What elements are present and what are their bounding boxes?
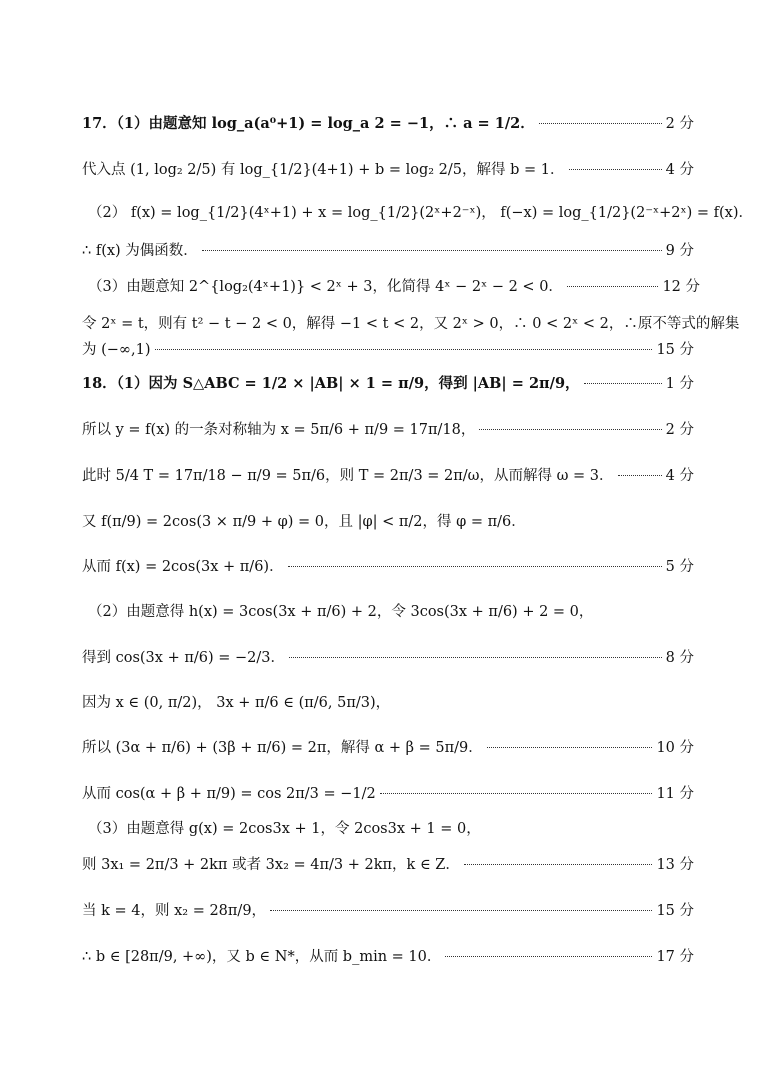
line-text: 为 (−∞,1) [82, 342, 151, 358]
solution-line [82, 314, 740, 334]
dot-leader [289, 657, 662, 658]
score-label: 9 分 [665, 243, 694, 259]
line-text: 则 3x₁ = 2π/3 + 2kπ 或者 3x₂ = 4π/3 + 2kπ，k ∈ Z． [82, 857, 460, 873]
score-label: 15 分 [656, 342, 694, 358]
line-text: 又 f(π/9) = 2cos(3 × π/9 + φ) = 0，且 |φ| < π/2，得 φ = π/6． [82, 514, 526, 530]
solution-line [88, 277, 700, 297]
solution-line [82, 738, 694, 758]
line-text: ∴ b ∈ [28π/9, +∞)，又 b ∈ N*，从而 b_min = 10． [82, 949, 442, 965]
line-text: 当 k = 4，则 x₂ = 28π/9， [82, 903, 267, 919]
line-text: 从而 cos(α + β + π/9) = cos 2π/3 = −1/2 [82, 786, 376, 802]
line-text: 17．（1）由题意知 log_a(a⁰+1) = log_a 2 = −1，∴ a = 1/2． [82, 115, 535, 132]
score-label: 17 分 [656, 949, 694, 965]
solution-line [82, 420, 694, 440]
dot-leader [288, 566, 662, 567]
solution-line [82, 374, 694, 394]
solution-line [82, 466, 694, 486]
solution-line [82, 855, 694, 875]
solution-line [82, 784, 694, 804]
score-label: 2 分 [665, 116, 694, 132]
score-label: 13 分 [656, 857, 694, 873]
solution-line [88, 203, 754, 223]
score-label: 11 分 [656, 786, 694, 802]
line-text: ∴ f(x) 为偶函数． [82, 243, 198, 259]
score-label: 15 分 [656, 903, 694, 919]
line-text: （2）由题意得 h(x) = 3cos(3x + π/6) + 2，令 3cos(3x + π/6) + 2 = 0， [88, 604, 594, 620]
solution-line [82, 901, 694, 921]
dot-leader [569, 169, 662, 170]
score-label: 10 分 [656, 740, 694, 756]
line-text: 因为 x ∈ (0, π/2)， 3x + π/6 ∈ (π/6, 5π/3)， [82, 695, 391, 711]
score-label: 8 分 [665, 650, 694, 666]
dot-leader [464, 864, 653, 865]
line-text: 所以 (3α + π/6) + (3β + π/6) = 2π，解得 α + β = 5π/9． [82, 740, 483, 756]
line-text: 得到 cos(3x + π/6) = −2/3． [82, 650, 285, 666]
line-text: 18．（1）因为 S△ABC = 1/2 × |AB| × 1 = π/9，得到 |AB| = 2π/9， [82, 375, 580, 392]
solution-line [82, 340, 694, 360]
dot-leader [567, 286, 659, 287]
line-text: 从而 f(x) = 2cos(3x + π/6)． [82, 559, 284, 575]
score-label: 12 分 [662, 279, 700, 295]
line-text: 所以 y = f(x) 的一条对称轴为 x = 5π/6 + π/9 = 17π/18， [82, 422, 476, 438]
dot-leader [445, 956, 652, 957]
solution-line [82, 241, 694, 261]
dot-leader [380, 793, 653, 794]
score-label: 4 分 [665, 468, 694, 484]
solution-line [88, 602, 700, 622]
dot-leader [618, 475, 662, 476]
dot-leader [584, 383, 662, 384]
solution-line [82, 648, 694, 668]
solution-line [82, 693, 694, 713]
solution-line [82, 512, 694, 532]
solution-line [82, 557, 694, 577]
line-text: 令 2ˣ = t，则有 t² − t − 2 < 0，解得 −1 < t < 2，又 2ˣ > 0，∴ 0 < 2ˣ < 2，∴原不等式的解集 [82, 316, 740, 332]
dot-leader [202, 250, 662, 251]
dot-leader [155, 349, 653, 350]
score-label: 4 分 [665, 162, 694, 178]
dot-leader [539, 123, 662, 124]
dot-leader [479, 429, 661, 430]
solution-line [82, 947, 694, 967]
score-label: 5 分 [665, 559, 694, 575]
line-text: 代入点 (1, log₂ 2/5) 有 log_{1/2}(4+1) + b = log₂ 2/5，解得 b = 1． [82, 162, 565, 178]
line-text: （3）由题意知 2^{log₂(4ˣ+1)} < 2ˣ + 3，化简得 4ˣ − 2ˣ − 2 < 0． [88, 279, 563, 295]
solution-line [82, 114, 694, 134]
dot-leader [270, 910, 652, 911]
score-label: 1 分 [665, 376, 694, 392]
line-text: 此时 5/4 T = 17π/18 − π/9 = 5π/6，则 T = 2π/3 = 2π/ω，从而解得 ω = 3． [82, 468, 614, 484]
dot-leader [487, 747, 653, 748]
line-text: （2） f(x) = log_{1/2}(4ˣ+1) + x = log_{1/2}(2ˣ+2⁻ˣ)， f(−x) = log_{1/2}(2⁻ˣ+2ˣ) = f(x)． [88, 205, 754, 221]
line-text: （3）由题意得 g(x) = 2cos3x + 1，令 2cos3x + 1 = 0， [88, 821, 481, 837]
score-label: 2 分 [665, 422, 694, 438]
solution-line [88, 819, 700, 839]
solution-line [82, 160, 694, 180]
